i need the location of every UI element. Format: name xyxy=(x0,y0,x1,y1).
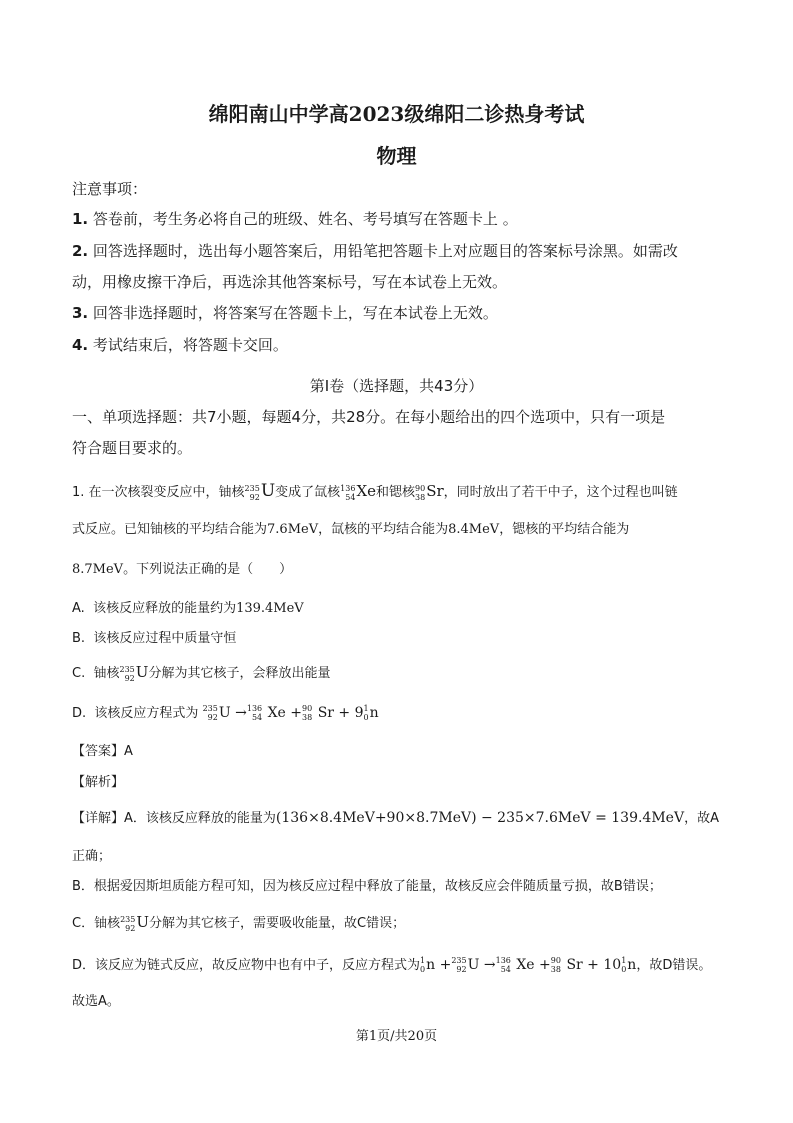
detail-a-continued: 正确； xyxy=(72,849,112,864)
xe-binding-energy: 8.4MeV xyxy=(448,522,500,537)
nuclide-sr-symbol: Sr xyxy=(426,482,444,500)
option-d: D. 该核反应方程式为 235 92 U → 136 54 Xe + 90 38 Sr + 9 1 0 n xyxy=(72,704,379,722)
option-d-equation: 235 92 U → 136 54 Xe + 90 38 Sr + 9 1 0 n xyxy=(202,704,379,722)
question-1-stem-line: 1. 在一次核裂变反应中，铀核 235 92 U变成了氙核 136 54 Xe和锶核 90 38 Sr，同时放出了若干中子，这个过程也叫链 xyxy=(72,481,678,502)
detail-a-equation: (136×8.4MeV+90×8.7MeV) − 235×7.6MeV = 139.4MeV xyxy=(275,810,685,826)
nuclide-u-numbers: 235 92 xyxy=(244,483,260,502)
nuclide-u-symbol: U xyxy=(260,481,276,501)
notice-heading: 注意事项： xyxy=(72,180,148,198)
nuclide-xe-numbers: 136 54 xyxy=(340,483,356,502)
section-intro-continued: 符合题目要求的。 xyxy=(72,439,193,457)
analysis-label: 【解析】 xyxy=(72,775,125,790)
option-a: A. 该核反应释放的能量约为139.4MeV xyxy=(72,601,304,616)
detail-c: C．铀核 235 92 U分解为其它核子，需要吸收能量，故C错误； xyxy=(72,913,406,933)
option-b: B. 该核反应过程中质量守恒 xyxy=(72,631,237,646)
notice-item: 1. 答卷前，考生务必将自己的班级、姓名、考号填写在答题卡上 。 xyxy=(72,210,518,228)
detail-d: D．该反应为链式反应，故反应物中也有中子，反应方程式为 1 0 n + 235 92 U → 136 54 Xe + 90 38 Sr + 10 1 0 n，故D错误。 xyxy=(72,956,712,974)
nuclide-sr-numbers: 90 38 xyxy=(415,483,426,502)
nuclide-xe-symbol: Xe xyxy=(356,482,377,500)
sr-binding-energy: 8.7MeV xyxy=(72,562,124,577)
answer-label: 【答案】A xyxy=(72,744,133,759)
notice-item: 2. 回答选择题时，选出每小题答案后，用铅笔把答题卡上对应题目的答案标号涂黑。如需改 xyxy=(72,242,678,260)
notice-item: 4. 考试结束后，将答题卡交回。 xyxy=(72,336,288,354)
option-c: C. 铀核 235 92 U分解为其它核子，会释放出能量 xyxy=(72,663,331,683)
detail-a: 【详解】A．该核反应释放的能量为(136×8.4MeV+90×8.7MeV) − 235×7.6MeV = 139.4MeV，故A xyxy=(72,810,719,826)
notice-item-continued: 动，用橡皮擦干净后，再选涂其他答案标号，写在本试卷上无效。 xyxy=(72,273,508,291)
exam-title: 绵阳南山中学高2023级绵阳二诊热身考试 xyxy=(208,102,585,126)
subject-title: 物理 xyxy=(376,144,417,168)
notice-item: 3. 回答非选择题时，将答案写在答题卡上，写在本试卷上无效。 xyxy=(72,304,498,322)
question-1-stem-line: 式反应。已知铀核的平均结合能为7.6MeV，氙核的平均结合能为8.4MeV，锶核的平均结合能为 xyxy=(72,522,630,537)
u-binding-energy: 7.6MeV xyxy=(267,522,319,537)
section-title: 第I卷（选择题，共43分） xyxy=(309,377,484,395)
section-intro: 一、单项选择题：共7小题，每题4分，共28分。在每小题给出的四个选项中，只有一项是 xyxy=(72,408,666,426)
detail-b: B．根据爱因斯坦质能方程可知，因为核反应过程中释放了能量，故核反应会伴随质量亏损，故B错误； xyxy=(72,879,662,894)
detail-d-equation: 1 0 n + 235 92 U → 136 54 Xe + 90 38 Sr + 10 1 0 n xyxy=(420,956,637,974)
page-number: 第1页/共20页 xyxy=(355,1029,438,1044)
question-1-stem-line: 8.7MeV。下列说法正确的是（ ） xyxy=(72,562,293,577)
final-answer: 故选A。 xyxy=(72,994,120,1009)
